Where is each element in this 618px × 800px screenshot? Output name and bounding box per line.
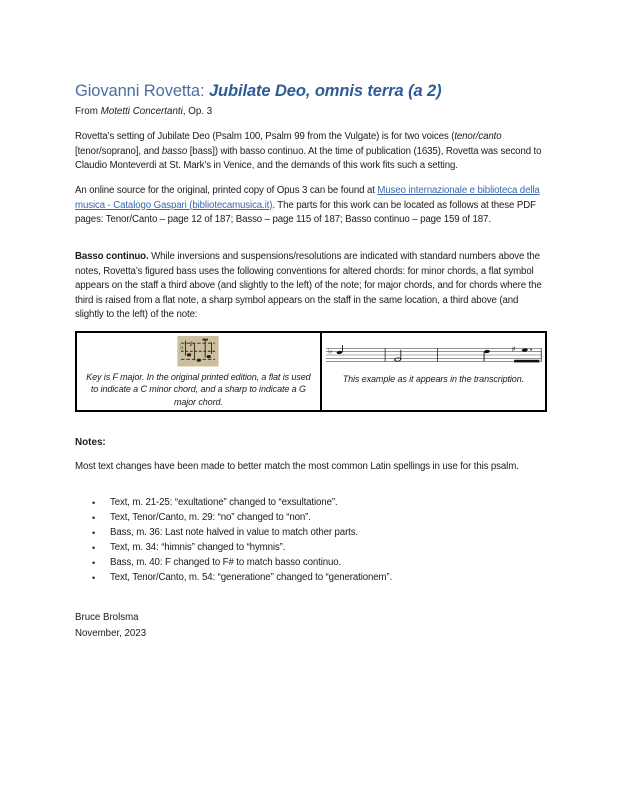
notes-list (75, 496, 547, 585)
p1-text-b: [tenor/soprano], and (75, 145, 162, 157)
list-item (75, 556, 547, 571)
bullet-icon: • (92, 498, 96, 508)
paragraph-setting-overview (75, 130, 547, 174)
paragraph-basso-continuo (75, 250, 547, 323)
figure-cell-transcription (322, 333, 545, 410)
transcription-staff-image (324, 344, 543, 366)
list-item (75, 526, 547, 541)
staff-flat-icon: ♭ (327, 347, 333, 357)
p1-voice-basso: basso (161, 145, 188, 157)
list-item (75, 496, 547, 511)
work-title: Jubilate Deo, omnis terra (a 2) (208, 82, 442, 100)
bullet-icon: • (92, 512, 96, 523)
subtitle (75, 105, 547, 118)
subtitle-pre: From (75, 106, 101, 117)
note-text: Text, m. 21-25: “exultatione” changed to “exsultatione”. (110, 497, 338, 508)
bullet-icon: • (92, 527, 96, 538)
library-catalog-link[interactable]: Museo internazionale e biblioteca della musica - Catalogo Gaspari (bibliotecamusica.it) (75, 185, 540, 211)
author-name: Bruce Brolsma (75, 612, 139, 623)
note-text: Text, Tenor/Canto, m. 29: “no” changed to “non”. (110, 511, 311, 523)
note-text: Bass, m. 36: Last note halved in value to match other parts. (110, 526, 359, 538)
p1-text-c: [bass]) with basso continuo. At the time of publication (1635), Rovetta was second to Claudio Monteverdi at St. Mark’s in Venice, and the demands of this work fits such a setting. (75, 145, 542, 172)
signature-date: November, 2023 (75, 627, 147, 639)
print-flat-icon: ♭ (180, 342, 185, 352)
paragraph-online-source (75, 184, 547, 228)
note-text: Bass, m. 40: F changed to F# to match basso continuo. (110, 556, 342, 568)
list-item (75, 541, 547, 556)
original-print-caption: Key is F major. In the original printed edition, a flat is used to indicate a C minor chord, and a sharp to indicate a G major chord. (86, 371, 311, 407)
staff-sharp-icon: ♯ (510, 345, 516, 354)
p3-text: While inversions and suspensions/resolutions are indicated with standard numbers above the notes, Rovetta’s figured bass uses the following conventions for altered chords: for minor chords, a flat symbol appears on the staff a third above (and slightly to the left) of the note; for major chords, and for chords where the third is raised from a flat note, a sharp symbol appears on the staff in the same location, a third above (and slightly to the left) of the note: (75, 251, 542, 321)
example-figure-table (75, 331, 547, 412)
p1-text-a: Rovetta’s setting of Jubilate Deo (Psalm 100, Psalm 99 from the Vulgate) is for two voices ( (75, 131, 455, 142)
collection-title: Motetti Concertanti (100, 106, 183, 117)
bullet-icon: • (92, 542, 96, 553)
composer-name: Giovanni Rovetta: (75, 82, 209, 100)
p1-voice-tenor-canto: tenor/canto (454, 131, 502, 142)
notes-heading: Notes: (75, 437, 106, 448)
list-item (75, 511, 547, 526)
print-sharp-icon: ♯ (189, 339, 194, 349)
page-title (75, 82, 547, 101)
p2-text-a: An online source for the original, printed copy of Opus 3 can be found at (75, 185, 378, 196)
bullet-icon: • (92, 572, 96, 583)
figure-cell-original-print (77, 333, 322, 410)
signature-block (75, 610, 547, 641)
bullet-icon: • (92, 557, 96, 568)
subtitle-post: , Op. 3 (182, 106, 213, 117)
list-item (75, 571, 547, 586)
notes-intro-paragraph: Most text changes have been made to better match the most common Latin spellings in use for this psalm. (75, 461, 519, 472)
original-print-image (175, 336, 221, 367)
note-text: Text, Tenor/Canto, m. 54: “generatione” changed to “generationem”. (110, 571, 393, 583)
p3-lead-label: Basso continuo. (75, 251, 149, 262)
transcription-caption: This example as it appears in the transcription. (342, 374, 525, 384)
note-text: Text, m. 34: “himnis” changed to “hymnis”. (110, 541, 286, 553)
p2-text-b: . The parts for this work can be located as follows at these PDF pages: Tenor/Canto – page 12 of 187; Basso – page 115 of 187; Basso continuo – page 159 of 187. (75, 199, 536, 226)
